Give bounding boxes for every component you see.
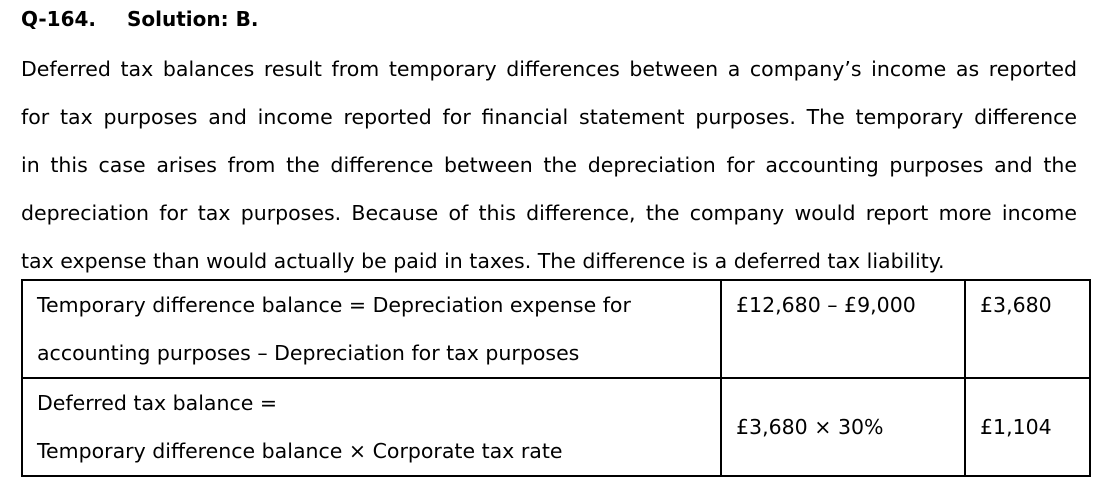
formula-cell <box>22 378 721 476</box>
formula-line: Temporary difference balance × Corporate tax rate <box>37 439 563 463</box>
calculation-value: £3,680 × 30% <box>736 415 884 439</box>
solution-heading <box>21 6 258 32</box>
calculation-value: £12,680 – £9,000 <box>736 293 916 317</box>
solution-answer: Solution: B. <box>127 7 259 31</box>
result-cell <box>965 280 1090 378</box>
result-value: £1,104 <box>980 415 1052 439</box>
calculation-cell <box>721 280 965 378</box>
question-id: Q-164. <box>21 7 97 31</box>
formula-line: accounting purposes – Depreciation for tax purposes <box>37 341 580 365</box>
calculation-cell <box>721 378 965 476</box>
formula-cell <box>22 280 721 378</box>
result-cell <box>965 378 1090 476</box>
explanation-paragraph <box>21 45 1077 285</box>
explanation-line: depreciation for tax purposes. Because of this difference, the company would report more income <box>21 201 1077 225</box>
formula-line: Deferred tax balance = <box>37 391 278 415</box>
table-row <box>22 378 1090 476</box>
result-value: £3,680 <box>980 293 1052 317</box>
explanation-line: for tax purposes and income reported for financial statement purposes. The temporary difference <box>21 105 1077 129</box>
explanation-line: in this case arises from the difference between the depreciation for accounting purposes and the <box>21 153 1077 177</box>
formula-line: Temporary difference balance = Depreciation expense for <box>37 293 631 317</box>
explanation-line: Deferred tax balances result from temporary differences between a company’s income as reported <box>21 57 1077 81</box>
calculation-table <box>21 279 1091 477</box>
table-row <box>22 280 1090 378</box>
explanation-line: tax expense than would actually be paid in taxes. The difference is a deferred tax liability. <box>21 249 945 273</box>
